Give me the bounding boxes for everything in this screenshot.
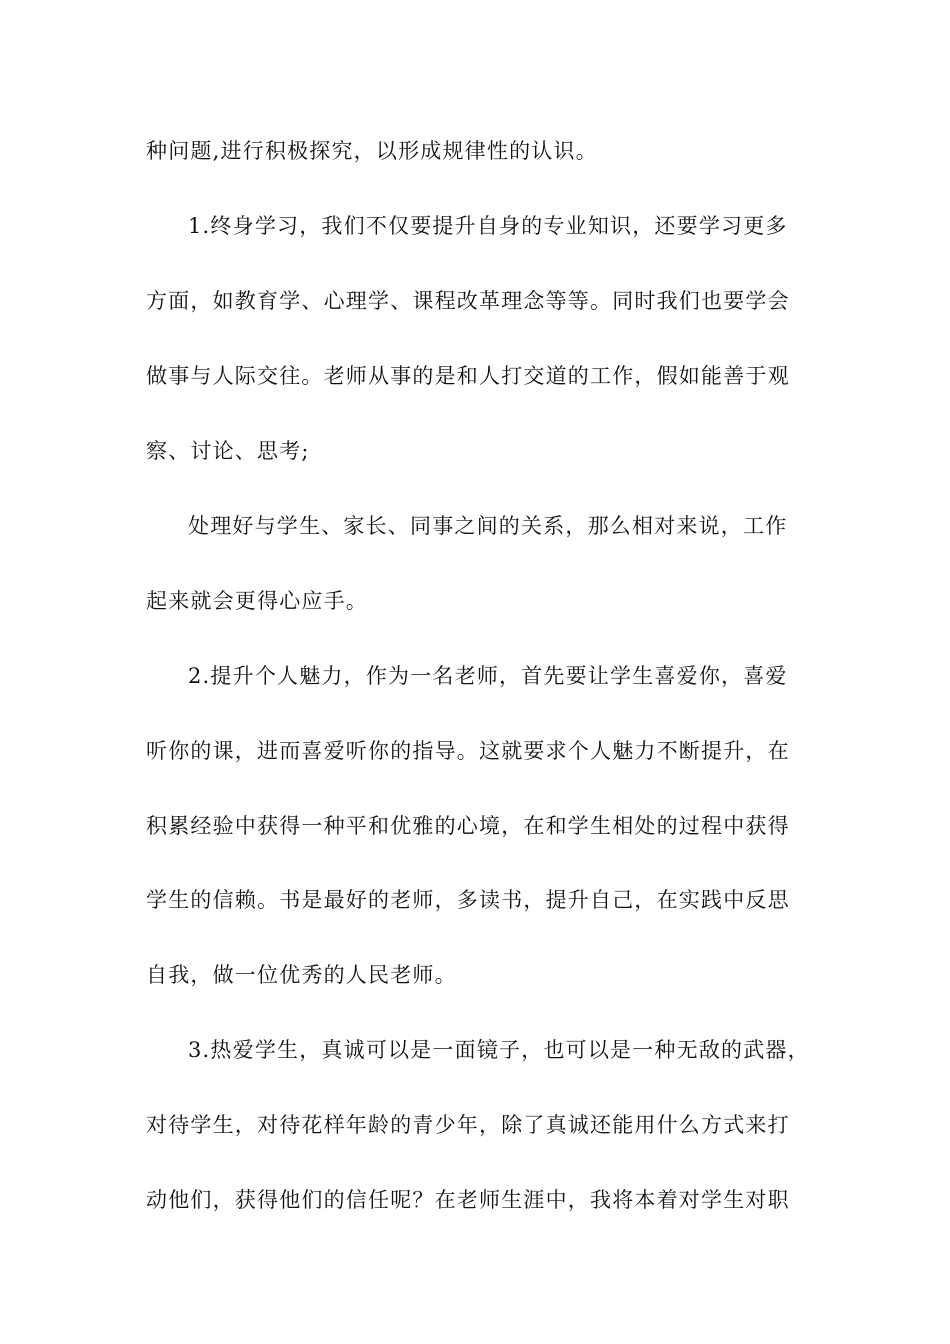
text-line: 积累经验中获得一种平和优雅的心境，在和学生相处的过程中获得 xyxy=(146,814,790,838)
text-line: 学生的信赖。书是最好的老师，多读书，提升自己，在实践中反思 xyxy=(146,888,790,912)
text-line: 自我，做一位优秀的人民老师。 xyxy=(146,963,457,987)
text-line: 做事与人际交往。老师从事的是和人打交道的工作，假如能善于观 xyxy=(146,364,790,388)
text-line: 起来就会更得心应手。 xyxy=(146,589,368,613)
text-line: 察、讨论、思考; xyxy=(146,439,310,463)
text-line: 3.热爱学生，真诚可以是一面镜子，也可以是一种无敌的武器， xyxy=(188,1038,810,1062)
text-line: 种问题,进行积极探究，以形成规律性的认识。 xyxy=(146,139,598,163)
text-line: 方面，如教育学、心理学、课程改革理念等等。同时我们也要学会 xyxy=(146,289,790,313)
text-line: 2.提升个人魅力，作为一名老师，首先要让学生喜爱你，喜爱 xyxy=(188,664,788,688)
text-line: 对待学生，对待花样年龄的青少年，除了真诚还能用什么方式来打 xyxy=(146,1113,790,1137)
text-line: 1.终身学习，我们不仅要提升自身的专业知识，还要学习更多 xyxy=(188,214,788,238)
text-line: 动他们，获得他们的信任呢？在老师生涯中，我将本着对学生对职 xyxy=(146,1188,790,1212)
text-line: 听你的课，进而喜爱听你的指导。这就要求个人魅力不断提升，在 xyxy=(146,739,790,763)
text-line: 处理好与学生、家长、同事之间的关系，那么相对来说，工作 xyxy=(188,514,788,538)
